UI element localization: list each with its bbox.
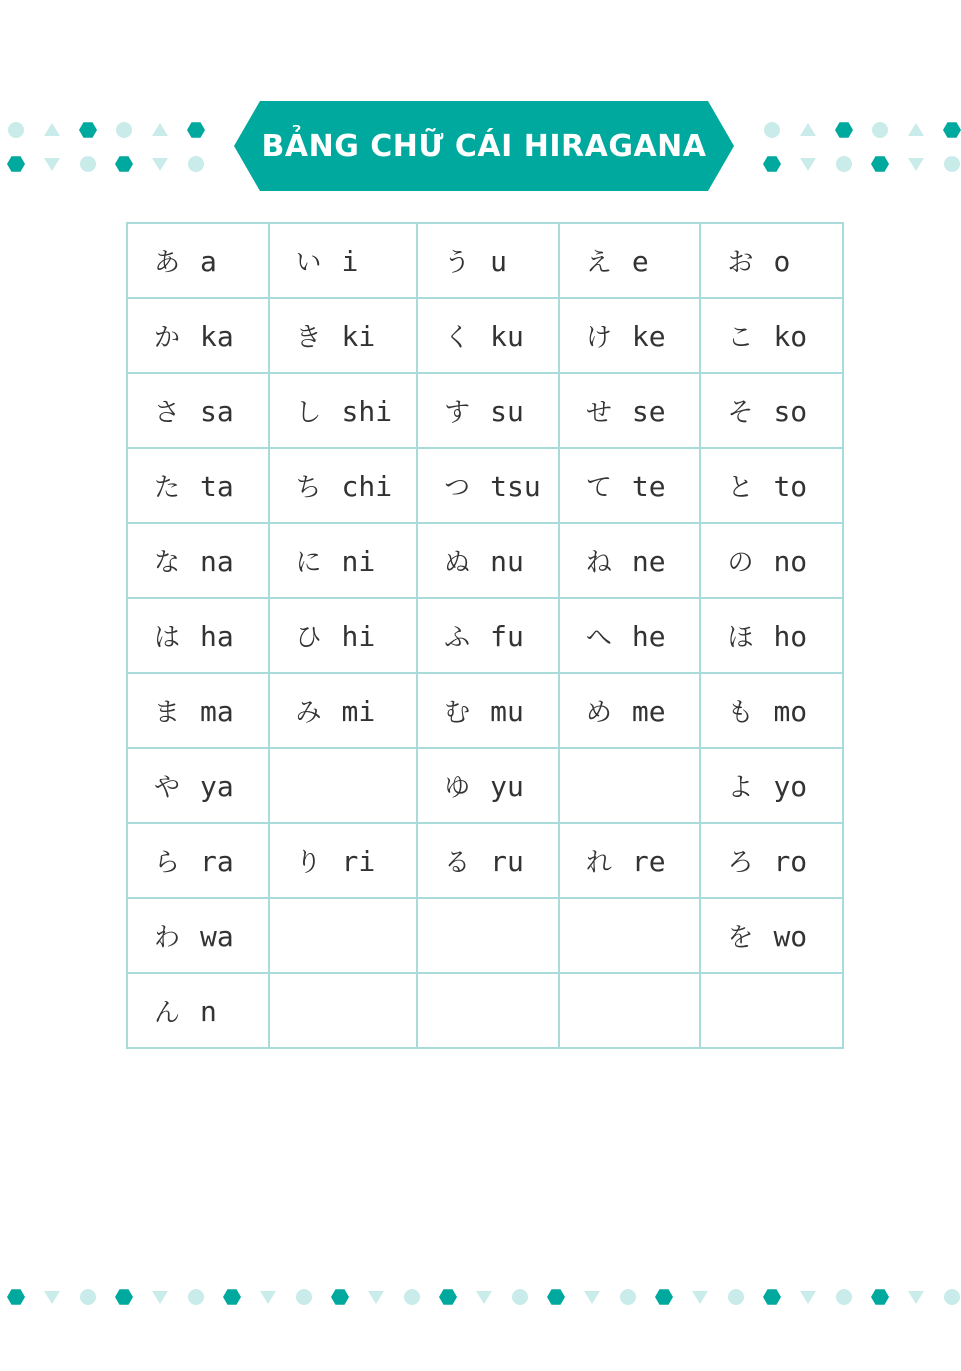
empty-cell <box>559 748 701 823</box>
romaji-text: fu <box>490 620 524 653</box>
table-row <box>127 673 843 748</box>
empty-cell <box>269 898 418 973</box>
table-row <box>127 973 843 1048</box>
empty-cell <box>417 973 559 1048</box>
romaji-text: ku <box>490 320 524 353</box>
kana-cell <box>700 673 843 748</box>
kana-cell <box>269 523 418 598</box>
empty-cell <box>700 973 843 1048</box>
hexagon-shape <box>439 1289 457 1305</box>
romaji-text: wo <box>773 920 808 953</box>
kana-cell <box>700 898 843 973</box>
romaji-text: ko <box>773 320 808 353</box>
romaji-text: ke <box>631 320 666 353</box>
kana-cell <box>127 298 269 373</box>
kana-cell <box>127 598 269 673</box>
hiragana-char: つ <box>444 473 471 503</box>
hiragana-char: り <box>295 848 322 878</box>
hiragana-char: め <box>585 698 612 728</box>
bottom-pattern-row <box>0 1285 961 1309</box>
dot-shape <box>404 1289 420 1305</box>
hexagon-shape <box>115 156 133 172</box>
hiragana-char: も <box>727 698 754 728</box>
table-row <box>127 898 843 973</box>
kana-cell <box>417 598 559 673</box>
romaji-text: i <box>341 245 359 278</box>
kana-cell <box>127 523 269 598</box>
hiragana-char: ま <box>154 698 181 728</box>
hexagon-shape <box>7 1289 25 1305</box>
kana-cell <box>127 748 269 823</box>
kana-cell <box>417 298 559 373</box>
hiragana-char: を <box>727 923 754 953</box>
triangle-up-shape <box>152 123 168 136</box>
hiragana-char: は <box>154 623 181 653</box>
hiragana-char: れ <box>585 848 612 878</box>
empty-cell <box>559 973 701 1048</box>
triangle-down-shape <box>908 1291 924 1304</box>
hexagon-shape <box>943 122 961 138</box>
romaji-text: hi <box>341 620 376 653</box>
hiragana-char: と <box>727 473 754 503</box>
kana-cell <box>559 373 701 448</box>
hiragana-char: く <box>444 323 471 353</box>
romaji-text: na <box>200 545 234 578</box>
hiragana-char: ら <box>154 848 181 878</box>
table-row <box>127 373 843 448</box>
dot-shape <box>80 156 96 172</box>
dot-shape <box>944 156 960 172</box>
kana-cell <box>127 223 269 298</box>
romaji-text: so <box>773 395 808 428</box>
romaji-text: chi <box>341 470 393 503</box>
hiragana-char: せ <box>585 398 612 428</box>
kana-cell <box>127 448 269 523</box>
kana-cell <box>700 448 843 523</box>
hiragana-char: て <box>585 473 612 503</box>
romaji-text: ki <box>341 320 376 353</box>
hexagon-shape <box>835 122 853 138</box>
triangle-down-shape <box>476 1291 492 1304</box>
kana-cell <box>559 223 701 298</box>
table-row <box>127 523 843 598</box>
triangle-down-shape <box>800 158 816 171</box>
kana-cell <box>559 598 701 673</box>
dot-shape <box>764 122 780 138</box>
hexagon-shape <box>223 1289 241 1305</box>
triangle-down-shape <box>908 158 924 171</box>
romaji-text: re <box>631 845 666 878</box>
dot-shape <box>188 156 204 172</box>
hiragana-char: ぬ <box>444 548 471 578</box>
hiragana-char: す <box>444 398 471 428</box>
kana-cell <box>417 373 559 448</box>
romaji-text: e <box>631 245 649 278</box>
dot-shape <box>620 1289 636 1305</box>
romaji-text: mu <box>490 695 524 728</box>
hiragana-char: ゆ <box>444 773 471 803</box>
title-banner <box>234 101 734 191</box>
kana-cell <box>269 448 418 523</box>
triangle-down-shape <box>260 1291 276 1304</box>
hiragana-char: お <box>727 248 754 278</box>
hiragana-char: な <box>154 548 181 578</box>
romaji-text: ni <box>341 545 376 578</box>
romaji-text: shi <box>341 395 393 428</box>
romaji-text: a <box>200 245 217 278</box>
romaji-text: he <box>631 620 666 653</box>
romaji-text: ya <box>200 770 234 803</box>
triangle-down-shape <box>692 1291 708 1304</box>
kana-cell <box>700 523 843 598</box>
romaji-text: tsu <box>490 470 541 503</box>
romaji-text: mo <box>773 695 808 728</box>
romaji-text: me <box>631 695 666 728</box>
hiragana-char: そ <box>727 398 754 428</box>
romaji-text: ta <box>200 470 234 503</box>
hiragana-char: る <box>444 848 471 878</box>
hiragana-char: の <box>727 548 754 578</box>
table-row <box>127 298 843 373</box>
hexagon-shape <box>331 1289 349 1305</box>
kana-cell <box>127 898 269 973</box>
hiragana-char: し <box>295 398 322 428</box>
kana-cell <box>269 823 418 898</box>
romaji-text: su <box>490 395 524 428</box>
page-title: BẢNG CHỮ CÁI HIRAGANA <box>261 128 707 164</box>
hiragana-char: へ <box>585 623 612 653</box>
kana-cell <box>417 748 559 823</box>
hexagon-shape <box>187 122 205 138</box>
dot-shape <box>512 1289 528 1305</box>
romaji-text: u <box>490 245 508 278</box>
hiragana-char: ね <box>585 548 612 578</box>
kana-cell <box>269 298 418 373</box>
dot-shape <box>296 1289 312 1305</box>
hiragana-char: え <box>585 248 612 278</box>
hiragana-char: ん <box>154 998 181 1028</box>
hexagon-shape <box>871 156 889 172</box>
hiragana-char: ち <box>295 473 322 503</box>
hiragana-char: こ <box>727 323 754 353</box>
empty-cell <box>269 748 418 823</box>
dot-shape <box>944 1289 960 1305</box>
romaji-text: to <box>773 470 808 503</box>
romaji-text: wa <box>200 920 234 953</box>
triangle-down-shape <box>368 1291 384 1304</box>
hiragana-char: あ <box>154 248 181 278</box>
hiragana-char: う <box>444 248 471 278</box>
hexagon-shape <box>115 1289 133 1305</box>
table-row <box>127 823 843 898</box>
romaji-text: no <box>773 545 808 578</box>
hiragana-table <box>126 222 844 1049</box>
triangle-down-shape <box>152 158 168 171</box>
romaji-text: mi <box>341 695 376 728</box>
romaji-text: yo <box>773 770 808 803</box>
dot-shape <box>872 122 888 138</box>
kana-cell <box>700 373 843 448</box>
dot-shape <box>728 1289 744 1305</box>
hiragana-char: み <box>295 698 322 728</box>
hiragana-char: ろ <box>727 848 754 878</box>
romaji-text: ro <box>773 845 808 878</box>
kana-cell <box>559 298 701 373</box>
triangle-down-shape <box>44 158 60 171</box>
kana-cell <box>417 823 559 898</box>
kana-cell <box>700 223 843 298</box>
romaji-text: n <box>200 995 217 1028</box>
hiragana-char: け <box>585 323 612 353</box>
hiragana-char: に <box>295 548 322 578</box>
hiragana-char: わ <box>154 923 181 953</box>
hiragana-char: い <box>295 248 322 278</box>
kana-cell <box>559 448 701 523</box>
romaji-text: ma <box>200 695 234 728</box>
romaji-text: sa <box>200 395 234 428</box>
triangle-down-shape <box>44 1291 60 1304</box>
triangle-down-shape <box>584 1291 600 1304</box>
hiragana-char: さ <box>154 398 181 428</box>
hiragana-char: ひ <box>295 623 322 653</box>
kana-cell <box>417 523 559 598</box>
dot-shape <box>8 122 24 138</box>
table-row <box>127 598 843 673</box>
kana-cell <box>269 373 418 448</box>
kana-cell <box>417 448 559 523</box>
kana-cell <box>127 373 269 448</box>
romaji-text: ha <box>200 620 234 653</box>
table-row <box>127 448 843 523</box>
empty-cell <box>269 973 418 1048</box>
dot-shape <box>116 122 132 138</box>
hiragana-char: ほ <box>727 623 754 653</box>
triangle-up-shape <box>44 123 60 136</box>
kana-cell <box>700 598 843 673</box>
kana-cell <box>417 223 559 298</box>
kana-cell <box>127 823 269 898</box>
triangle-up-shape <box>908 123 924 136</box>
romaji-text: ru <box>490 845 524 878</box>
bottom-pattern-shapes <box>0 1285 961 1309</box>
empty-cell <box>417 898 559 973</box>
hiragana-char: き <box>295 323 322 353</box>
table-row <box>127 748 843 823</box>
triangle-down-shape <box>800 1291 816 1304</box>
kana-cell <box>127 673 269 748</box>
hexagon-shape <box>871 1289 889 1305</box>
table-row <box>127 223 843 298</box>
romaji-text: ra <box>200 845 234 878</box>
kana-cell <box>700 823 843 898</box>
kana-cell <box>269 598 418 673</box>
kana-cell <box>559 823 701 898</box>
kana-cell <box>559 523 701 598</box>
kana-cell <box>417 673 559 748</box>
hiragana-char: よ <box>727 773 754 803</box>
kana-cell <box>700 298 843 373</box>
dot-shape <box>80 1289 96 1305</box>
hiragana-char: か <box>154 323 181 353</box>
triangle-down-shape <box>152 1291 168 1304</box>
romaji-text: te <box>631 470 666 503</box>
romaji-text: ho <box>773 620 808 653</box>
dot-shape <box>836 156 852 172</box>
hexagon-shape <box>7 156 25 172</box>
kana-cell <box>127 973 269 1048</box>
romaji-text: se <box>631 395 666 428</box>
kana-cell <box>269 223 418 298</box>
kana-cell <box>559 673 701 748</box>
hexagon-shape <box>763 1289 781 1305</box>
hiragana-char: や <box>154 773 181 803</box>
hexagon-shape <box>547 1289 565 1305</box>
romaji-text: ri <box>341 845 376 878</box>
empty-cell <box>559 898 701 973</box>
dot-shape <box>188 1289 204 1305</box>
romaji-text: o <box>773 245 791 278</box>
hiragana-char: ふ <box>444 623 471 653</box>
kana-cell <box>269 673 418 748</box>
romaji-text: ka <box>200 320 234 353</box>
dot-shape <box>836 1289 852 1305</box>
kana-cell <box>700 748 843 823</box>
hiragana-char: た <box>154 473 181 503</box>
hiragana-char: む <box>444 698 471 728</box>
romaji-text: yu <box>490 770 524 803</box>
hexagon-shape <box>655 1289 673 1305</box>
romaji-text: ne <box>631 545 666 578</box>
triangle-up-shape <box>800 123 816 136</box>
romaji-text: nu <box>490 545 524 578</box>
hexagon-shape <box>79 122 97 138</box>
hexagon-shape <box>763 156 781 172</box>
